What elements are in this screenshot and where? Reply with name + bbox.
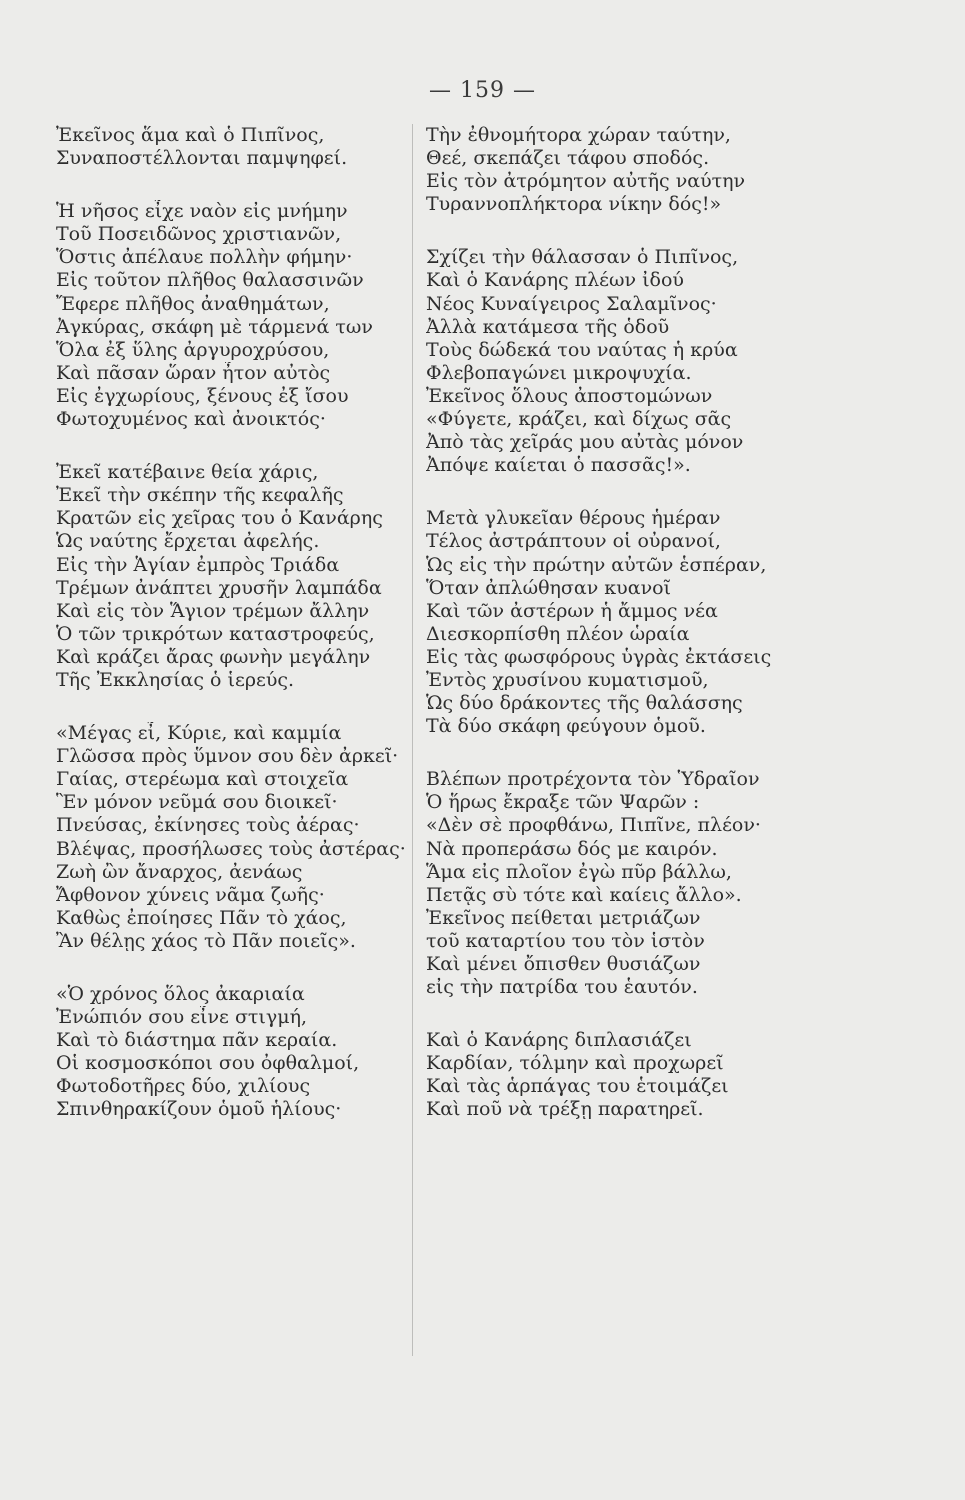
verse-line: Σπινθηρακίζουν ὁμοῦ ἡλίους· [56,1098,342,1121]
verse-line: Πετᾷς σὺ τότε καὶ καίεις ἄλλο». [426,883,742,906]
stanza [56,461,406,692]
stanza [56,983,406,1122]
verse-line: Καὶ ποῦ νὰ τρέξῃ παρατηρεῖ. [426,1098,704,1121]
verse-line: «Ὁ χρόνος ὅλος ἀκαριαία [56,983,305,1005]
verse-line: Καὶ πᾶσαν ὥραν ἦτον αὐτὸς [56,361,331,384]
verse-line: Ὅταν ἀπλώθησαν κυανοῖ [426,576,672,599]
verse-line: Ἀλλὰ κατάμεσα τῆς ὁδοῦ [426,315,670,338]
verse-line: Ἐκεῖ τὴν σκέπην τῆς κεφαλῆς [56,484,344,507]
verse-line: Ὡς εἰς τὴν πρώτην αὐτῶν ἑσπέραν, [426,553,767,576]
verse-line: τοῦ καταρτίου του τὸν ἱστὸν [426,929,705,952]
verse-line: Καθὼς ἐποίησες Πᾶν τὸ χάος, [56,906,347,929]
verse-line: Καὶ ὁ Κανάρης πλέων ἰδού [426,269,684,292]
verse-line: Ἐκεῖνος πείθεται μετριάζων [426,906,701,929]
verse-line: Βλέψας, προσήλωσες τοὺς ἀστέρας· [56,837,406,860]
verse-line: Ἀπόψε καίεται ὁ πασσᾶς!». [426,454,691,477]
verse-line: Οἱ κοσμοσκόποι σου ὀφθαλμοί, [56,1052,360,1075]
verse-line: Ζωὴ ὢν ἄναρχος, ἀενάως [56,860,303,883]
verse-line: Ἂν θέλῃς χάος τὸ Πᾶν ποιεῖς». [56,929,356,952]
verse-line: Εἰς ἐγχωρίους, ξένους ἐξ ἴσου [56,384,349,407]
verse-line: Τὰ δύο σκάφη φεύγουν ὁμοῦ. [426,715,706,738]
stanza [426,1029,806,1121]
verse-line: Εἰς τὸν ἀτρόμητον αὐτῆς ναύτην [426,170,746,193]
verse-line: «Δὲν σὲ προφθάνω, Πιπῖνε, πλέον· [426,814,761,837]
stanza [56,200,406,431]
verse-line: Τοῦ Ποσειδῶνος χριστιανῶν, [56,223,342,246]
verse-line: Ἐκεῖνος ἅμα καὶ ὁ Πιπῖνος, [56,124,325,146]
verse-line: Εἰς τὰς φωσφόρους ὑγρὰς ἐκτάσεις [426,645,772,668]
verse-line: Φλεβοπαγώνει μικροψυχία. [426,361,692,384]
verse-line: Ἐκεῖνος ὅλους ἀποστομώνων [426,384,713,407]
verse-line: Ὁ ἥρως ἔκραξε τῶν Ψαρῶν : [426,791,700,814]
verse-line: Συναποστέλλονται παμψηφεί. [56,147,348,170]
verse-line: Ἄφθονον χύνεις νᾶμα ζωῆς· [56,883,325,906]
column-divider [412,124,413,1356]
verse-line: εἰς τὴν πατρίδα του ἑαυτόν. [426,976,698,999]
stanza [426,124,806,216]
verse-line: Ὅλα ἐξ ὕλης ἀργυροχρύσου, [56,338,330,361]
right-column [426,124,806,1152]
verse-line: Ἅμα εἰς πλοῖον ἐγὼ πῦρ βάλλω, [426,860,732,883]
verse-line: Ὡς δύο δράκοντες τῆς θαλάσσης [426,692,743,715]
verse-line: Καὶ μένει ὄπισθεν θυσιάζων [426,953,701,975]
verse-line: Τὴν ἐθνομήτορα χώραν ταύτην, [426,124,731,146]
verse-line: Εἰς τὴν Ἁγίαν ἐμπρὸς Τριάδα [56,553,340,576]
verse-line: Ὡς ναύτης ἔρχεται ἀφελής. [56,530,320,553]
verse-line: Καὶ ὁ Κανάρης διπλασιάζει [426,1029,692,1052]
verse-line: Ἔφερε πλῆθος ἀναθημάτων, [56,292,330,315]
verse-line: Καὶ εἰς τὸν Ἅγιον τρέμων ἄλλην [56,599,370,622]
verse-line: Μετὰ γλυκεῖαν θέρους ἡμέραν [426,507,721,530]
page-number: — 159 — [429,78,536,103]
left-column [56,124,406,1152]
stanza [56,124,406,170]
verse-line: Καὶ τὰς ἁρπάγας του ἑτοιμάζει [426,1075,729,1098]
verse-line: Ἀπὸ τὰς χεῖράς μου αὐτὰς μόνον [426,431,744,454]
verse-line: Τοὺς δώδεκά του ναύτας ἡ κρύα [426,338,738,361]
verse-line: Τυραννοπλήκτορα νίκην δός!» [426,193,722,216]
verse-line: Διεσκορπίσθη πλέον ὡραία [426,622,690,645]
verse-line: Σχίζει τὴν θάλασσαν ὁ Πιπῖνος, [426,246,739,269]
verse-line: Νὰ προπεράσω δός με καιρόν. [426,837,718,860]
stanza [426,507,806,738]
verse-line: Βλέπων προτρέχοντα τὸν Ὑδραῖον [426,768,760,791]
verse-line: Καὶ κράζει ἄρας φωνὴν μεγάλην [56,645,371,668]
verse-line: Καὶ τῶν ἀστέρων ἡ ἄμμος νέα [426,599,718,622]
verse-line: Τέλος ἀστράπτουν οἱ οὐρανοί, [426,530,721,553]
verse-line: Γαίας, στερέωμα καὶ στοιχεῖα [56,768,349,791]
verse-line: «Φύγετε, κράζει, καὶ δίχως σᾶς [426,408,732,431]
verse-line: Ἀγκύρας, σκάφη μὲ τάρμενά των [56,315,373,338]
verse-line: Τῆς Ἐκκλησίας ὁ ἱερεύς. [56,668,295,691]
verse-line: Ὅστις ἀπέλαυε πολλὴν φήμην· [56,246,353,269]
verse-line: Κρατῶν εἰς χεῖρας του ὁ Κανάρης [56,507,383,530]
verse-line: Πνεύσας, ἐκίνησες τοὺς ἀέρας· [56,814,360,837]
verse-line: Φωτοχυμένος καὶ ἀνοικτός· [56,408,326,431]
verse-line: «Μέγας εἶ, Κύριε, καὶ καμμία [56,722,342,745]
stanza [56,722,406,953]
verse-line: Εἰς τοῦτον πλῆθος θαλασσινῶν [56,269,364,292]
verse-line: Ἡ νῆσος εἶχε ναὸν εἰς μνήμην [56,200,348,223]
verse-line: Νέος Κυναίγειρος Σαλαμῖνος· [426,292,717,315]
verse-line: Γλῶσσα πρὸς ὕμνον σου δὲν ἀρκεῖ· [56,745,399,768]
stanza [426,246,806,477]
verse-line: Καὶ τὸ διάστημα πᾶν κεραία. [56,1029,338,1052]
verse-line: Ἐνώπιόν σου εἶνε στιγμή, [56,1006,307,1029]
verse-line: Ἓν μόνον νεῦμά σου διοικεῖ· [56,791,338,814]
verse-line: Ἐκεῖ κατέβαινε θεία χάρις, [56,461,319,484]
verse-line: Ἐντὸς χρυσίνου κυματισμοῦ, [426,668,709,691]
verse-line: Τρέμων ἀνάπτει χρυσῆν λαμπάδα [56,576,382,599]
stanza [426,768,806,999]
verse-line: Φωτοδοτῆρες δύο, χιλίους [56,1075,311,1098]
verse-line: Καρδίαν, τόλμην καὶ προχωρεῖ [426,1052,724,1075]
verse-line: Ὁ τῶν τρικρότων καταστροφεύς, [56,622,375,645]
verse-line: Θεέ, σκεπάζει τάφου σποδός. [426,147,710,170]
